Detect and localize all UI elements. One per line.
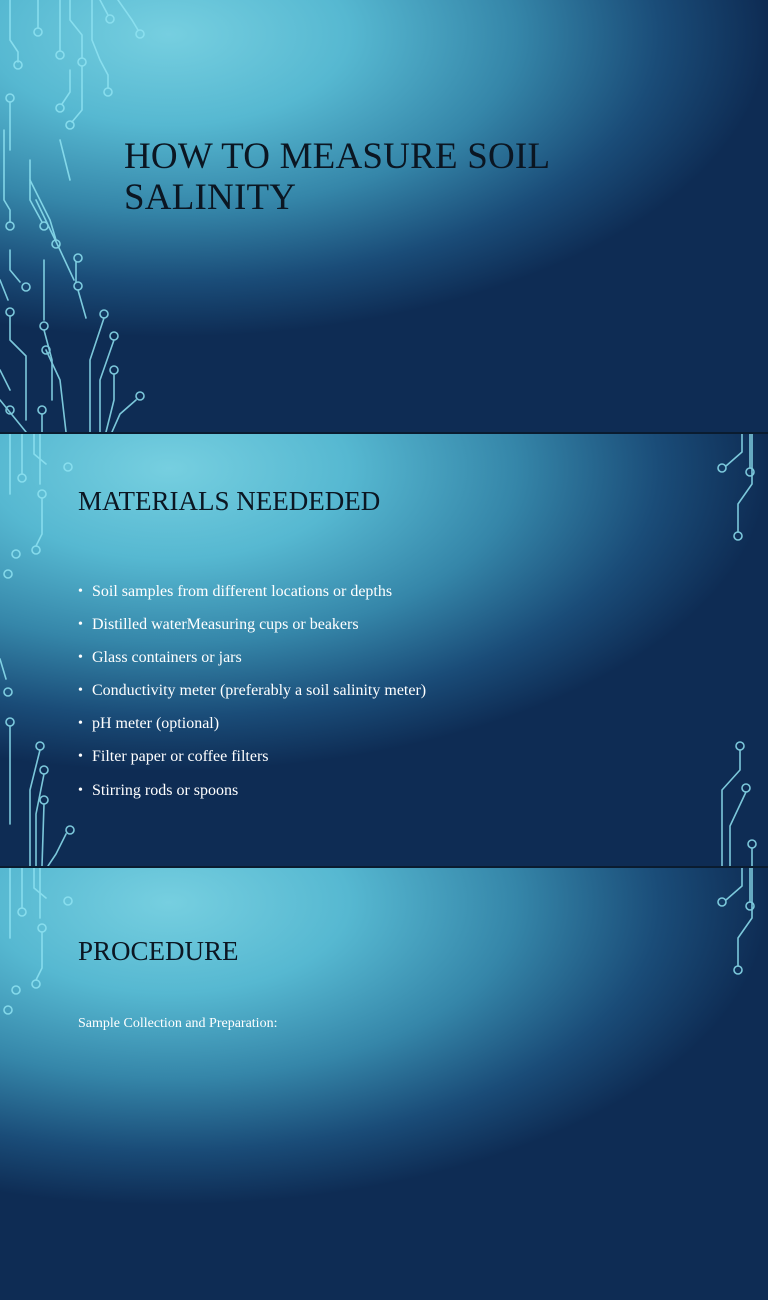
list-item: • Distilled waterMeasuring cups or beakers — [78, 616, 359, 634]
circuit-decoration-left — [0, 434, 90, 866]
list-item: • Conductivity meter (preferably a soil salinity meter) — [78, 682, 427, 700]
slide-2-title: MATERIALS NEEDEDED — [78, 486, 381, 516]
slide-title — [0, 0, 768, 432]
circuit-decoration-left — [0, 868, 90, 1028]
bullet-icon: • — [78, 617, 83, 633]
list-item: • Filter paper or coffee filters — [78, 748, 269, 766]
circuit-decoration-right — [690, 868, 768, 1028]
bullet-icon: • — [78, 650, 83, 666]
list-item: • pH meter (optional) — [78, 715, 220, 733]
bullet-icon: • — [78, 584, 83, 599]
slide-1-title: HOW TO MEASURE SOIL SALINITY — [124, 136, 549, 218]
bullet-icon: • — [78, 683, 83, 699]
procedure-subheading: Sample Collection and Preparation: — [78, 1016, 278, 1031]
slide-procedure — [0, 868, 768, 1300]
list-item: • Soil samples from different locations or depths — [78, 583, 393, 600]
bullet-icon: • — [78, 782, 83, 798]
bullet-icon: • — [78, 716, 83, 732]
slide-3-title: PROCEDURE — [78, 936, 239, 966]
list-item: • Stirring rods or spoons — [78, 781, 239, 799]
circuit-decoration-right — [690, 434, 768, 866]
slide-materials — [0, 434, 768, 866]
bullet-icon: • — [78, 749, 83, 765]
list-item: • Glass containers or jars — [78, 649, 242, 667]
materials-list — [78, 582, 426, 814]
